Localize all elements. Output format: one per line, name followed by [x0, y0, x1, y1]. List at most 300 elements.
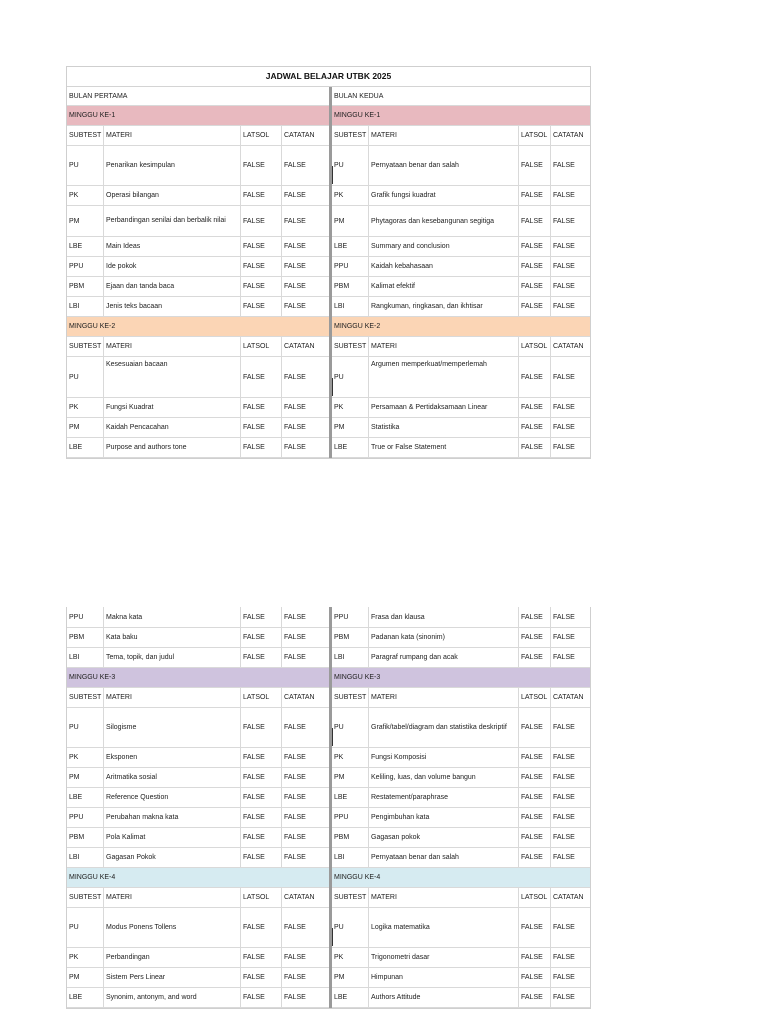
cell-catatan: FALSE — [281, 297, 329, 316]
week-banner: MINGGU KE-4 — [67, 868, 329, 888]
cell-subtest: PM — [334, 217, 345, 225]
cell-materi: Gagasan pokok — [368, 828, 518, 847]
cell-materi: Ejaan dan tanda baca — [103, 277, 240, 296]
header-subtest: SUBTEST — [334, 694, 367, 701]
cell-latsol: FALSE — [240, 908, 281, 947]
cell-latsol: FALSE — [240, 788, 281, 807]
header-row — [67, 688, 329, 708]
table-row — [332, 908, 590, 948]
cell-materi: Purpose and authors tone — [103, 438, 240, 457]
table-row — [67, 788, 329, 808]
cell-materi: Paragraf rumpang dan acak — [368, 648, 518, 667]
table-row — [332, 628, 590, 648]
cell-materi: Tema, topik, dan judul — [103, 648, 240, 667]
cell-latsol: FALSE — [240, 357, 281, 397]
cell-subtest: PBM — [69, 634, 85, 641]
table-row — [67, 357, 329, 398]
table-row — [67, 808, 329, 828]
cell-catatan: FALSE — [281, 607, 329, 627]
cell-latsol: FALSE — [240, 607, 281, 627]
cell-subtest: PM — [69, 424, 80, 431]
cell-subtest: PBM — [334, 634, 350, 641]
week1-rows — [67, 146, 329, 317]
cell-latsol: FALSE — [518, 748, 550, 767]
table-row — [67, 186, 329, 206]
header-subtest: SUBTEST — [69, 343, 102, 350]
cell-latsol: FALSE — [240, 748, 281, 767]
cell-latsol: FALSE — [518, 297, 550, 316]
cell-subtest: LBI — [334, 654, 345, 661]
month-1-column — [67, 87, 332, 458]
table-row — [67, 768, 329, 788]
cell-catatan: FALSE — [281, 948, 329, 967]
cell-materi: Fungsi Komposisi — [368, 748, 518, 767]
table-row — [332, 146, 590, 186]
header-latsol: LATSOL — [518, 888, 550, 907]
table-row — [332, 648, 590, 668]
cell-materi: Makna kata — [103, 607, 240, 627]
table-row — [332, 418, 590, 438]
cell-catatan: FALSE — [281, 828, 329, 847]
header-catatan: CATATAN — [281, 888, 329, 907]
cell-latsol: FALSE — [240, 808, 281, 827]
cell-catatan: FALSE — [281, 628, 329, 647]
cell-subtest: PK — [69, 754, 79, 761]
cell-catatan: FALSE — [281, 398, 329, 417]
cell-materi: Grafik fungsi kuadrat — [368, 186, 518, 205]
header-row — [332, 888, 590, 908]
week-banner: MINGGU KE-3 — [332, 668, 590, 688]
cell-materi: Main Ideas — [103, 237, 240, 256]
header-latsol: LATSOL — [240, 337, 281, 356]
cell-latsol: FALSE — [240, 768, 281, 787]
cell-latsol: FALSE — [518, 277, 550, 296]
cell-materi: Modus Ponens Tollens — [103, 908, 240, 947]
table-row — [67, 908, 329, 948]
header-row — [332, 126, 590, 146]
header-materi: MATERI — [103, 337, 240, 356]
header-latsol: LATSOL — [240, 126, 281, 145]
cell-materi: Summary and conclusion — [368, 237, 518, 256]
cell-subtest: PM — [334, 424, 345, 431]
cell-subtest: PU — [334, 162, 344, 169]
header-materi: MATERI — [368, 126, 518, 145]
cell-latsol: FALSE — [240, 708, 281, 747]
cell-materi: Phytagoras dan kesebangunan segitiga — [368, 206, 518, 236]
cell-catatan: FALSE — [281, 708, 329, 747]
cell-materi: Eksponen — [103, 748, 240, 767]
table-row — [67, 968, 329, 988]
cell-catatan: FALSE — [281, 768, 329, 787]
header-subtest: SUBTEST — [69, 894, 102, 901]
cell-materi: Trigonometri dasar — [368, 948, 518, 967]
cell-subtest: LBE — [334, 794, 348, 801]
cell-catatan: FALSE — [281, 968, 329, 987]
cell-catatan: FALSE — [550, 648, 590, 667]
cell-catatan: FALSE — [550, 768, 590, 787]
cell-latsol: FALSE — [240, 186, 281, 205]
cell-subtest: LBE — [69, 243, 83, 250]
cell-materi: Kesesuaian bacaan — [103, 357, 240, 397]
cell-catatan: FALSE — [550, 748, 590, 767]
cell-materi: Kata baku — [103, 628, 240, 647]
cell-subtest: LBI — [69, 654, 80, 661]
header-row — [67, 888, 329, 908]
cell-materi: Kaidah Pencacahan — [103, 418, 240, 437]
header-materi: MATERI — [368, 888, 518, 907]
cell-latsol: FALSE — [518, 628, 550, 647]
cell-materi: Kaidah kebahasaan — [368, 257, 518, 276]
cell-materi: Pernyataan benar dan salah — [368, 146, 518, 185]
cell-catatan: FALSE — [550, 418, 590, 437]
cell-latsol: FALSE — [518, 398, 550, 417]
cell-subtest: LBI — [334, 303, 345, 310]
cell-subtest: PK — [334, 954, 344, 961]
header-latsol: LATSOL — [518, 688, 550, 707]
sheet-title: JADWAL BELAJAR UTBK 2025 — [67, 67, 590, 87]
week2-continued-rows — [332, 607, 590, 668]
table-row — [332, 708, 590, 748]
week-banner: MINGGU KE-4 — [332, 868, 590, 888]
cell-materi: Ide pokok — [103, 257, 240, 276]
cell-subtest: PK — [69, 954, 79, 961]
cell-subtest: PU — [69, 373, 79, 381]
table-row — [67, 438, 329, 458]
cell-subtest: LBE — [69, 444, 83, 451]
cell-catatan: FALSE — [550, 206, 590, 236]
cell-catatan: FALSE — [550, 607, 590, 627]
cell-subtest: PU — [69, 162, 79, 169]
cell-border-marker — [332, 728, 333, 746]
cell-subtest: LBE — [334, 444, 348, 451]
week-banner: MINGGU KE-2 — [332, 317, 590, 337]
cell-catatan: FALSE — [281, 186, 329, 205]
table-row — [67, 607, 329, 628]
table-row — [332, 297, 590, 317]
cell-catatan: FALSE — [550, 848, 590, 867]
cell-latsol: FALSE — [518, 237, 550, 256]
cell-subtest: PM — [334, 974, 345, 981]
header-catatan: CATATAN — [281, 688, 329, 707]
table-row — [332, 968, 590, 988]
cell-subtest: PU — [334, 724, 344, 731]
cell-catatan: FALSE — [550, 788, 590, 807]
week2-rows — [67, 357, 329, 458]
cell-subtest: PU — [69, 924, 79, 931]
cell-materi: Reference Question — [103, 788, 240, 807]
cell-subtest: LBE — [69, 994, 83, 1001]
table-row — [67, 708, 329, 748]
cell-latsol: FALSE — [240, 206, 281, 236]
cell-catatan: FALSE — [281, 237, 329, 256]
table-row — [332, 186, 590, 206]
table-row — [332, 206, 590, 237]
cell-catatan: FALSE — [550, 277, 590, 296]
cell-latsol: FALSE — [518, 648, 550, 667]
cell-materi: Authors Attitude — [368, 988, 518, 1007]
table-row — [332, 257, 590, 277]
cell-subtest: PM — [69, 974, 80, 981]
cell-catatan: FALSE — [281, 277, 329, 296]
cell-materi: Perubahan makna kata — [103, 808, 240, 827]
cell-materi: Operasi bilangan — [103, 186, 240, 205]
cell-catatan: FALSE — [281, 648, 329, 667]
cell-subtest: PPU — [334, 613, 349, 621]
cell-subtest: LBE — [69, 794, 83, 801]
cell-latsol: FALSE — [518, 146, 550, 185]
cell-materi: Gagasan Pokok — [103, 848, 240, 867]
table-row — [332, 357, 590, 398]
cell-materi: Rangkuman, ringkasan, dan ikhtisar — [368, 297, 518, 316]
cell-catatan: FALSE — [281, 257, 329, 276]
month-1-column — [67, 607, 332, 1008]
cell-latsol: FALSE — [240, 988, 281, 1007]
cell-materi: Kalimat efektif — [368, 277, 518, 296]
table-row — [332, 788, 590, 808]
cell-materi: Persamaan & Pertidaksamaan Linear — [368, 398, 518, 417]
cell-latsol: FALSE — [240, 398, 281, 417]
months-columns — [67, 607, 590, 1008]
cell-subtest: PBM — [334, 834, 350, 841]
cell-latsol: FALSE — [518, 186, 550, 205]
cell-subtest: LBI — [69, 854, 80, 861]
cell-materi: Fungsi Kuadrat — [103, 398, 240, 417]
cell-subtest: PK — [69, 404, 79, 411]
cell-latsol: FALSE — [518, 948, 550, 967]
cell-materi: Pola Kalimat — [103, 828, 240, 847]
cell-latsol: FALSE — [518, 988, 550, 1007]
table-row — [67, 988, 329, 1008]
month-2-column — [332, 607, 590, 1008]
table-row — [67, 206, 329, 237]
month-label: BULAN PERTAMA — [67, 87, 329, 106]
table-row — [332, 768, 590, 788]
cell-latsol: FALSE — [518, 848, 550, 867]
cell-subtest: PK — [334, 754, 344, 761]
week4-rows — [332, 908, 590, 1008]
cell-materi: Logika matematika — [368, 908, 518, 947]
header-latsol: LATSOL — [518, 337, 550, 356]
week2-continued-rows — [67, 607, 329, 668]
months-columns — [67, 87, 590, 458]
header-row — [67, 337, 329, 357]
table-row — [332, 438, 590, 458]
cell-catatan: FALSE — [281, 748, 329, 767]
cell-latsol: FALSE — [518, 828, 550, 847]
header-subtest: SUBTEST — [69, 694, 102, 701]
cell-latsol: FALSE — [518, 607, 550, 627]
cell-subtest: PBM — [69, 283, 85, 290]
cell-materi: Keliling, luas, dan volume bangun — [368, 768, 518, 787]
cell-materi: Silogisme — [103, 708, 240, 747]
cell-materi: Grafik/tabel/diagram dan statistika deskriptif — [368, 708, 518, 747]
cell-subtest: PBM — [334, 283, 350, 290]
schedule-page-2 — [66, 607, 591, 1009]
header-subtest: SUBTEST — [334, 132, 367, 139]
cell-materi: True or False Statement — [368, 438, 518, 457]
header-latsol: LATSOL — [240, 688, 281, 707]
cell-subtest: PK — [69, 192, 79, 199]
cell-catatan: FALSE — [281, 146, 329, 185]
cell-subtest: PU — [69, 724, 79, 731]
cell-materi: Jenis teks bacaan — [103, 297, 240, 316]
cell-subtest: LBI — [69, 303, 80, 310]
cell-materi: Penarikan kesimpulan — [103, 146, 240, 185]
cell-latsol: FALSE — [518, 206, 550, 236]
cell-materi: Aritmatika sosial — [103, 768, 240, 787]
table-row — [67, 748, 329, 768]
week-banner: MINGGU KE-3 — [67, 668, 329, 688]
cell-catatan: FALSE — [281, 418, 329, 437]
cell-latsol: FALSE — [518, 808, 550, 827]
table-row — [332, 988, 590, 1008]
cell-materi: Pengimbuhan kata — [368, 808, 518, 827]
cell-subtest: PU — [334, 373, 344, 381]
header-subtest: SUBTEST — [334, 894, 367, 901]
cell-subtest: PBM — [69, 834, 85, 841]
cell-catatan: FALSE — [281, 988, 329, 1007]
week-banner: MINGGU KE-1 — [332, 106, 590, 126]
table-row — [332, 398, 590, 418]
header-catatan: CATATAN — [550, 337, 590, 356]
table-row — [332, 237, 590, 257]
cell-materi: Perbandingan — [103, 948, 240, 967]
cell-catatan: FALSE — [281, 908, 329, 947]
cell-latsol: FALSE — [518, 908, 550, 947]
cell-catatan: FALSE — [550, 438, 590, 457]
header-materi: MATERI — [103, 888, 240, 907]
header-catatan: CATATAN — [281, 337, 329, 356]
cell-subtest: PM — [69, 774, 80, 781]
header-row — [332, 688, 590, 708]
cell-catatan: FALSE — [550, 357, 590, 397]
header-catatan: CATATAN — [281, 126, 329, 145]
cell-border-marker — [332, 378, 333, 396]
cell-catatan: FALSE — [550, 828, 590, 847]
cell-materi: Statistika — [368, 418, 518, 437]
cell-catatan: FALSE — [281, 788, 329, 807]
cell-latsol: FALSE — [518, 708, 550, 747]
week3-rows — [67, 708, 329, 868]
cell-latsol: FALSE — [518, 418, 550, 437]
table-row — [332, 848, 590, 868]
header-row — [332, 337, 590, 357]
cell-materi: Restatement/paraphrase — [368, 788, 518, 807]
table-row — [67, 828, 329, 848]
table-row — [67, 398, 329, 418]
table-row — [67, 257, 329, 277]
header-row — [67, 126, 329, 146]
table-row — [332, 828, 590, 848]
cell-materi: Sistem Pers Linear — [103, 968, 240, 987]
cell-catatan: FALSE — [281, 848, 329, 867]
cell-catatan: FALSE — [281, 438, 329, 457]
header-catatan: CATATAN — [550, 126, 590, 145]
cell-latsol: FALSE — [240, 297, 281, 316]
cell-materi: Frasa dan klausa — [368, 607, 518, 627]
cell-latsol: FALSE — [518, 968, 550, 987]
header-subtest: SUBTEST — [69, 132, 102, 139]
table-row — [67, 848, 329, 868]
table-row — [67, 146, 329, 186]
cell-catatan: FALSE — [281, 808, 329, 827]
header-latsol: LATSOL — [240, 888, 281, 907]
cell-materi: Perbandingan senilai dan berbalik nilai — [103, 206, 240, 236]
cell-subtest: PPU — [69, 814, 84, 821]
table-row — [332, 748, 590, 768]
table-row — [67, 418, 329, 438]
cell-materi: Padanan kata (sinonim) — [368, 628, 518, 647]
cell-latsol: FALSE — [240, 848, 281, 867]
cell-latsol: FALSE — [518, 768, 550, 787]
header-subtest: SUBTEST — [334, 343, 367, 350]
cell-catatan: FALSE — [550, 237, 590, 256]
cell-latsol: FALSE — [240, 277, 281, 296]
cell-subtest: PM — [69, 217, 80, 225]
week4-rows — [67, 908, 329, 1008]
cell-materi: Himpunan — [368, 968, 518, 987]
cell-border-marker — [332, 166, 333, 184]
cell-border-marker — [332, 928, 333, 946]
table-row — [67, 648, 329, 668]
cell-latsol: FALSE — [240, 648, 281, 667]
cell-catatan: FALSE — [550, 257, 590, 276]
table-row — [332, 277, 590, 297]
cell-subtest: LBE — [334, 994, 348, 1001]
table-row — [67, 237, 329, 257]
cell-catatan: FALSE — [550, 628, 590, 647]
cell-catatan: FALSE — [550, 186, 590, 205]
table-row — [67, 628, 329, 648]
cell-subtest: LBI — [334, 854, 345, 861]
cell-subtest: PU — [334, 924, 344, 931]
cell-subtest: PPU — [69, 613, 84, 621]
table-row — [332, 607, 590, 628]
week-banner: MINGGU KE-2 — [67, 317, 329, 337]
cell-latsol: FALSE — [518, 438, 550, 457]
cell-latsol: FALSE — [518, 788, 550, 807]
table-row — [332, 808, 590, 828]
cell-latsol: FALSE — [240, 628, 281, 647]
cell-catatan: FALSE — [550, 146, 590, 185]
cell-subtest: PPU — [334, 263, 349, 270]
cell-catatan: FALSE — [281, 206, 329, 236]
cell-catatan: FALSE — [281, 357, 329, 397]
header-materi: MATERI — [368, 337, 518, 356]
cell-latsol: FALSE — [240, 146, 281, 185]
week-banner: MINGGU KE-1 — [67, 106, 329, 126]
cell-materi: Argumen memperkuat/memperlemah — [368, 357, 518, 397]
week1-rows — [332, 146, 590, 317]
cell-subtest: PM — [334, 774, 345, 781]
cell-latsol: FALSE — [240, 438, 281, 457]
cell-subtest: PK — [334, 404, 344, 411]
cell-catatan: FALSE — [550, 988, 590, 1007]
table-row — [67, 948, 329, 968]
table-row — [67, 297, 329, 317]
week2-rows — [332, 357, 590, 458]
cell-latsol: FALSE — [518, 357, 550, 397]
cell-subtest: LBE — [334, 243, 348, 250]
header-materi: MATERI — [103, 126, 240, 145]
header-materi: MATERI — [368, 688, 518, 707]
week3-rows — [332, 708, 590, 868]
cell-latsol: FALSE — [240, 418, 281, 437]
cell-latsol: FALSE — [518, 257, 550, 276]
cell-catatan: FALSE — [550, 398, 590, 417]
cell-materi: Pernyataan benar dan salah — [368, 848, 518, 867]
cell-subtest: PK — [334, 192, 344, 199]
